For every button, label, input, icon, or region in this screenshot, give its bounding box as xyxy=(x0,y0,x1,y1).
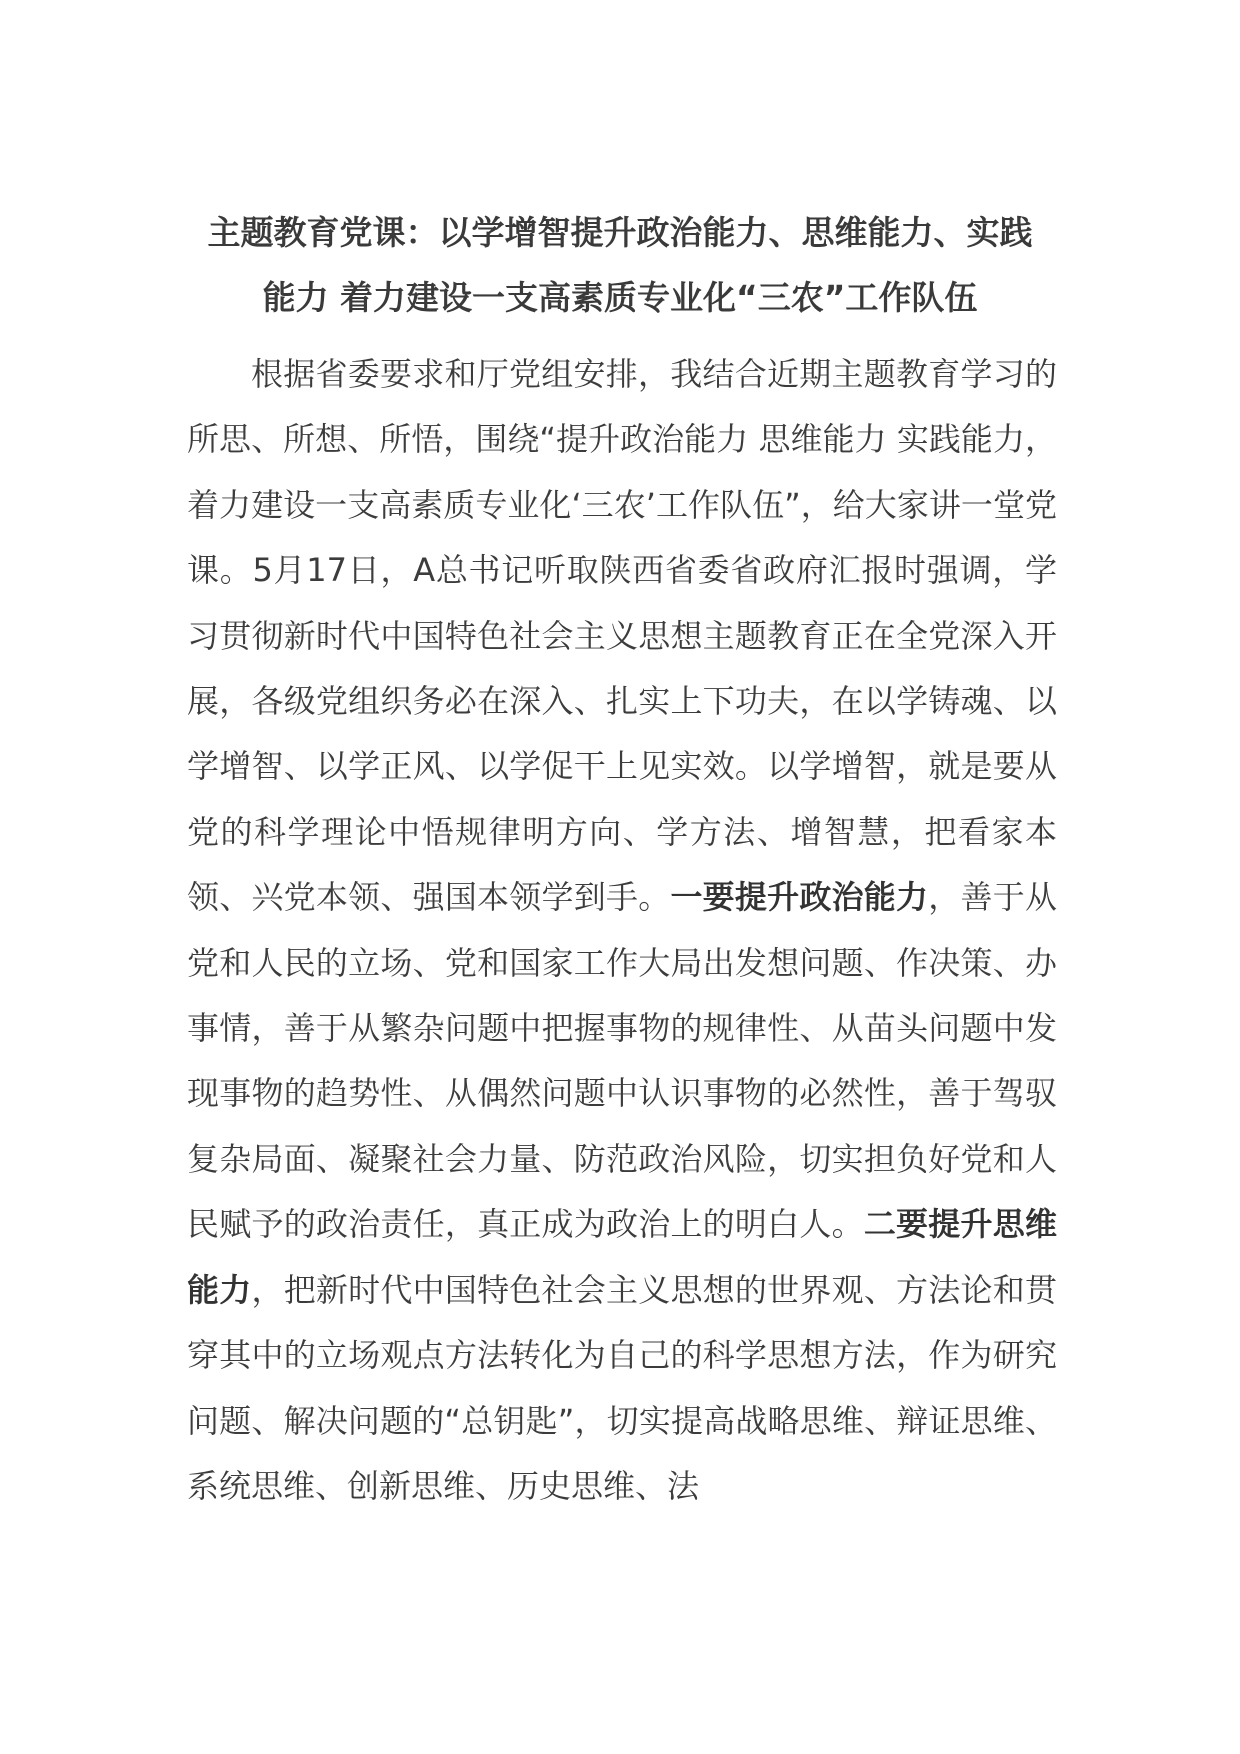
paragraph-text-2: ，善于从党和人民的立场、党和国家工作大局出发想问题、作决策、办事情，善于从繁杂问题中把握事物的规律性、从苗头问题中发现事物的趋势性、从偶然问题中认识事物的必然性，善于驾驭复杂局面、凝聚社会力量、防范政治风险，切实担负好党和人民赋予的政治责任，真正成为政治上的明白人。 xyxy=(187,878,1057,1244)
paragraph-text-3: ，把新时代中国特色社会主义思想的世界观、方法论和贯穿其中的立场观点方法转化为自己的科学思想方法，作为研究问题、解决问题的“总钥匙”，切实提高战略思维、辩证思维、系统思维、创新思维、历史思维、法 xyxy=(187,1270,1057,1505)
bold-point-political-ability: 一要提升政治能力 xyxy=(670,878,929,917)
title-line-2: 能力 着力建设一支高素质专业化“三农”工作队伍 xyxy=(262,278,978,317)
paragraph-text-1: 根据省委要求和厅党组安排，我结合近期主题教育学习的所思、所想、所悟，围绕“提升政治能力 思维能力 实践能力，着力建设一支高素质专业化‘三农’工作队伍”，给大家讲一堂党课。5月17日，A总书记听取陕西省委省政府汇报时强调，学习贯彻新时代中国特色社会主义思想主题教育正在全党深入开展，各级党组织务必在深入、扎实上下功夫，在以学铸魂、以学增智、以学正风、以学促干上见实效。以学增智，就是要从党的科学理论中悟规律明方向、学方法、增智慧，把看家本领、兴党本领、强国本领学到手。 xyxy=(187,355,1057,917)
document-title xyxy=(160,200,1080,330)
title-line-1: 主题教育党课：以学增智提升政治能力、思维能力、实践 xyxy=(207,213,1033,252)
bold-point-thinking-ability: 二要提升思维能力 xyxy=(187,1205,1057,1309)
body-paragraph xyxy=(187,342,1057,1519)
